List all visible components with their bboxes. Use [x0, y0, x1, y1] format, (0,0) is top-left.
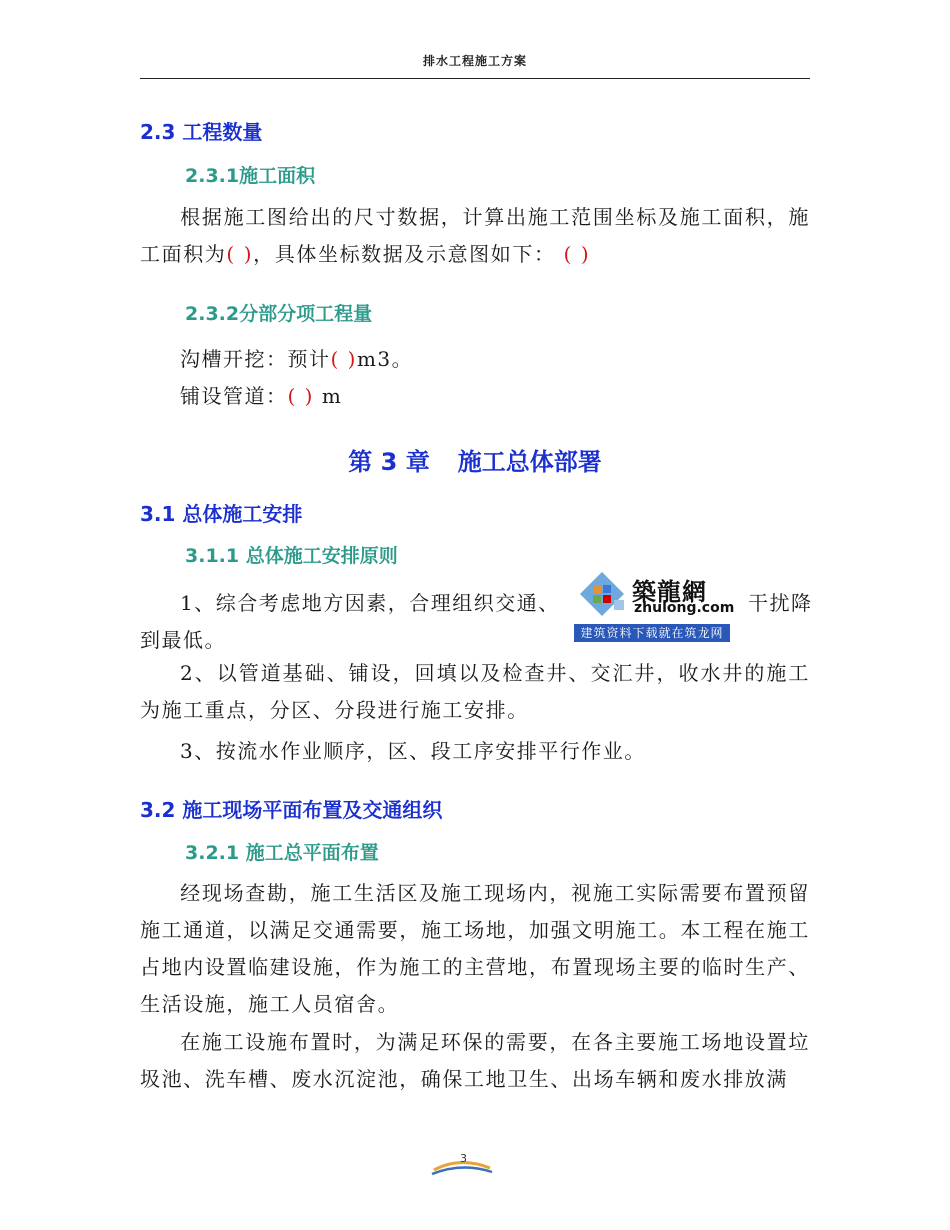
section-heading-3-1: 3.1 总体施工安排 — [140, 502, 303, 526]
line-pipe-laying: 铺设管道：( ) m — [180, 384, 343, 408]
placeholder-area: ( ) — [226, 242, 254, 266]
section-heading-2-3: 2.3 工程数量 — [140, 120, 263, 144]
page-swoosh-icon — [430, 1150, 494, 1180]
line-trench-excavation: 沟槽开挖：预计( )m3。 — [180, 347, 414, 371]
paragraph-construction-area — [140, 199, 810, 273]
principle-1-line-1-end: 干扰降 — [748, 591, 813, 615]
principle-1-line-1: 1、综合考虑地方因素，合理组织交通、 — [180, 591, 560, 615]
watermark-en: zhulong.com — [634, 600, 735, 616]
text-area-coords: ，具体坐标数据及示意图如下： — [253, 242, 556, 266]
zhulong-watermark — [570, 568, 735, 646]
text-area-intro: 根据施工图给出的尺寸数据，计算出施工范围坐标及施工面积，施工面积为 — [140, 205, 810, 266]
header-rule — [140, 78, 810, 79]
placeholder-trench: ( ) — [330, 347, 357, 371]
section-heading-3-2-1: 3.2.1 施工总平面布置 — [185, 842, 379, 864]
placeholder-coords: ( ) — [563, 242, 591, 266]
principle-2: 2、以管道基础、铺设，回填以及检查井、交汇井，收水井的施工为施工重点，分区、分段进行施工安排。 — [140, 661, 810, 722]
page-header: 排水工程施工方案 — [422, 54, 527, 68]
chapter-title — [0, 442, 950, 477]
placeholder-pipe: ( ) — [287, 384, 314, 408]
paragraph-environment: 在施工设施布置时，为满足环保的需要，在各主要施工场地设置垃圾池、洗车槽、废水沉淀池，确保工地卫生、出场车辆和废水排放满 — [140, 1030, 810, 1091]
chapter-name: 施工总体部署 — [457, 448, 602, 476]
chapter-number: 第 3 章 — [348, 448, 430, 476]
section-heading-3-2: 3.2 施工现场平面布置及交通组织 — [140, 798, 443, 822]
principle-3: 3、按流水作业顺序，区、段工序安排平行作业。 — [180, 739, 646, 763]
page-number: 3 — [460, 1152, 467, 1165]
section-heading-2-3-2: 2.3.2分部分项工程量 — [185, 303, 373, 325]
paragraph-site-layout: 经现场查勘，施工生活区及施工现场内，视施工实际需要布置预留施工通道，以满足交通需要，施工场地，加强文明施工。本工程在施工占地内设置临建设施，作为施工的主营地，布置现场主要的临时生产、生活设施，施工人员宿舍。 — [140, 881, 810, 1016]
section-heading-2-3-1: 2.3.1施工面积 — [185, 165, 316, 187]
watermark-cn: 築龍網 — [632, 578, 707, 606]
section-heading-3-1-1: 3.1.1 总体施工安排原则 — [185, 545, 398, 567]
principle-1-line-2: 到最低。 — [140, 628, 226, 652]
watermark-bar: 建筑资料下载就在筑龙网 — [574, 624, 730, 642]
